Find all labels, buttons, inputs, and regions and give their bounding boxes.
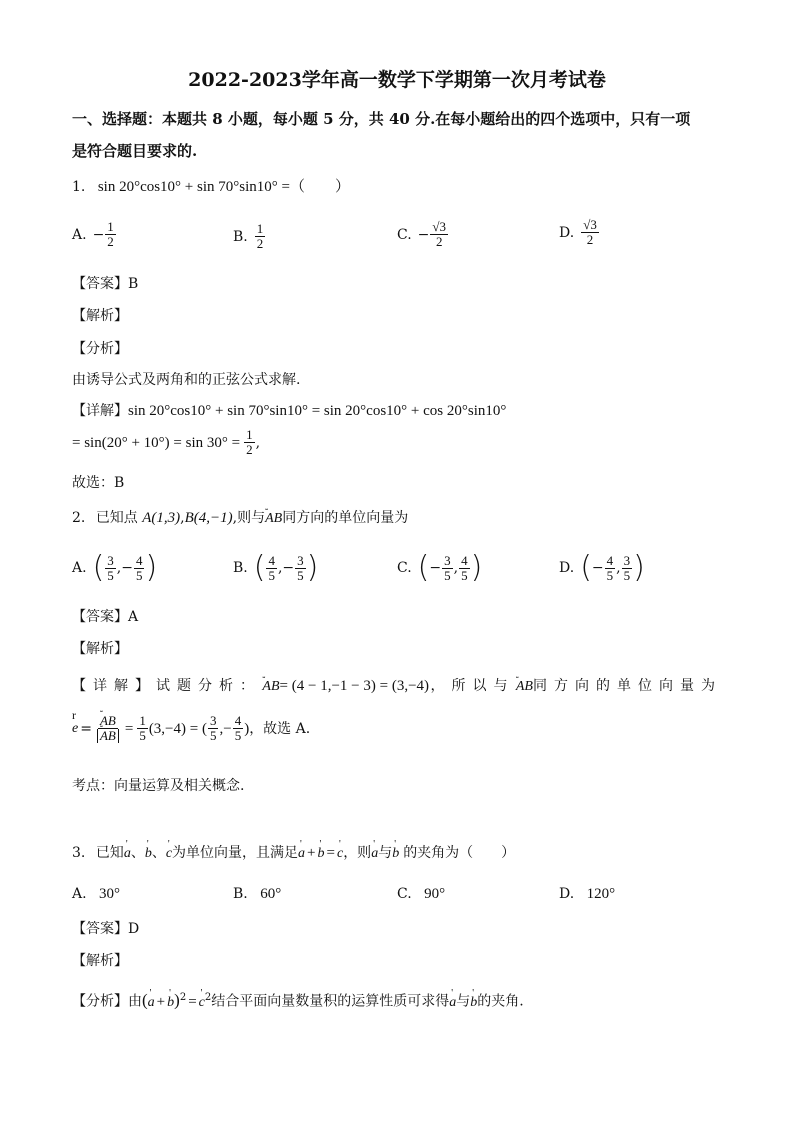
right-paren: ): [633, 550, 645, 585]
vector-c: ' c: [337, 844, 343, 864]
vector-ab: ᵕᵕᵕ AB: [100, 714, 116, 728]
vector-a: ' a: [124, 844, 131, 864]
stem-text: 为单位向量，且满足: [172, 845, 299, 861]
option-label: A.: [72, 886, 87, 902]
stem-text: 与: [456, 993, 471, 1010]
stem-text: ,则与: [232, 510, 266, 526]
fraction: $\frac{3}{5}$: [444, 552, 451, 583]
left-paren: (: [580, 550, 592, 585]
q2-detail-line2: r e = ᵕᵕᵕ AB ᵕᵕᵕ AB = $\frac{1}{5}$ (3,−4) = ( $\frac{3}{5}$ ,− $\frac{4}{5}$ ) ，故选 A.: [72, 714, 310, 743]
option-value: 120°: [586, 886, 616, 902]
equals: =: [188, 993, 197, 1010]
q3-fenxi-line: 【分析】由(' a +' b)$^2$ =' $c^2$结合平面向量数量积的运算性质可求得' a与' b的夹角.: [72, 988, 524, 1013]
q1-fenxi-tag: 【分析】: [72, 341, 128, 357]
equals: =: [124, 720, 134, 737]
option-label: A.: [72, 560, 87, 576]
separator: ,−: [277, 560, 295, 576]
option-value: 90°: [424, 886, 446, 902]
left-paren: (: [417, 550, 430, 585]
detail-text: ，故选 A.: [249, 720, 311, 737]
stem-text: 同方向的单位向量为: [282, 510, 409, 526]
q2-answer: [72, 607, 138, 627]
right-paren: ): [306, 550, 319, 585]
exponent: 2: [204, 992, 212, 1003]
option-label: D.: [559, 560, 575, 576]
q2-analysis-tag: 【解析】: [72, 641, 128, 657]
fraction: $\frac{4}{5}$: [606, 552, 614, 583]
point-b: B(4,−1): [184, 510, 233, 526]
vector-ab: ᵕᵕᵕ AB: [516, 677, 533, 697]
q1-detail-line2: [72, 428, 260, 457]
q1-option-c[interactable]: [397, 220, 449, 249]
q3-number: 3.: [72, 845, 86, 861]
option-label: B.: [233, 228, 248, 245]
fraction: [95, 714, 121, 743]
detail-equation: sin 20°cos10° + sin 70°sin10° = sin 20°cos10° + cos 20°sin10°: [128, 403, 507, 419]
q3-stem: [72, 843, 515, 864]
q1-number: 1.: [72, 179, 86, 195]
q3-option-d[interactable]: [559, 884, 615, 904]
q2-stem: [72, 508, 408, 529]
detail-text: ，所以与: [430, 678, 515, 694]
answer-tag: 【答案】: [72, 921, 128, 937]
separator: ,−: [116, 560, 133, 576]
q3-analysis-tag: 【解析】: [72, 953, 128, 969]
fraction: $\frac{1}{2}$: [256, 221, 264, 251]
e-label: e: [72, 720, 79, 736]
stem-text: 与: [378, 845, 393, 861]
e-arrow: r: [72, 707, 76, 722]
fraction: $\frac{4}{5}$: [135, 552, 143, 583]
q2-detail-line1: [72, 676, 722, 697]
option-label: C.: [397, 886, 412, 902]
q1-option-d[interactable]: [559, 218, 600, 247]
q2-kaodian: 考点：向量运算及相关概念.: [72, 778, 245, 794]
vector-b: ' b: [470, 993, 477, 1013]
fraction: $\frac{1}{5}$: [139, 713, 146, 743]
q1-answer: [72, 274, 138, 294]
vector-a: ' a: [371, 844, 378, 864]
page-title: 2022-2023学年高一数学下学期第一次月考试卷: [188, 69, 606, 91]
option-label: A.: [72, 226, 87, 243]
section-heading-line1: 一、选择题：本题共 8 小题，每小题 5 分，共 40 分.在每小题给出的四个选项中，只有一项: [72, 110, 691, 128]
vector-b: ' b: [318, 844, 325, 864]
option-sign: −: [429, 560, 442, 576]
q3-option-c[interactable]: [397, 884, 445, 904]
stem-text: ，则: [343, 845, 372, 861]
fraction: $\frac{3}{5}$: [107, 552, 114, 583]
vector-b: ' b: [392, 844, 399, 864]
stem-text: 已知点: [95, 510, 138, 526]
q1-stem-text: sin 20°cos10° + sin 70°sin10° =（ ）: [97, 179, 350, 195]
q1-stem: [72, 177, 350, 197]
stem-text: 已知: [95, 845, 124, 861]
q1-detail-line1: [72, 401, 506, 421]
separator: ,: [616, 560, 621, 576]
q1-option-a[interactable]: [72, 220, 117, 249]
vector-a: ' a: [449, 993, 456, 1013]
q3-option-b[interactable]: [233, 884, 281, 904]
point-a: A(1,3): [142, 510, 181, 526]
right-paren: ): [470, 550, 483, 585]
vector-b: ' b: [167, 993, 174, 1013]
vector-ab: ᵕᵕᵕ AB: [100, 729, 116, 743]
plus: +: [156, 993, 166, 1010]
punctuation: ,: [255, 434, 261, 451]
fraction: $\frac{4}{5}$: [234, 713, 242, 743]
detail-equation: (3,−4) = (: [148, 720, 207, 737]
unit-vector-e: [72, 707, 79, 739]
equals: =: [326, 845, 335, 861]
fraction: $\frac{√3}{2}$: [583, 217, 597, 247]
vector-a: ' a: [298, 844, 305, 864]
detail-text: 同方向的单位向量为: [532, 678, 722, 694]
fraction: $\frac{1}{2}$: [246, 427, 253, 457]
q1-analysis-tag: 【解析】: [72, 308, 128, 324]
fraction: $\frac{4}{5}$: [268, 552, 275, 583]
fenxi-tag: 【分析】由: [72, 993, 142, 1010]
stem-text: 的夹角为（ ）: [403, 845, 516, 861]
q1-fenxi-text: 由诱导公式及两角和的正弦公式求解.: [72, 372, 301, 388]
fraction: $\frac{4}{5}$: [461, 552, 468, 583]
answer-value: D: [128, 921, 140, 937]
left-paren: (: [92, 550, 105, 585]
separator: ,−: [219, 720, 232, 737]
option-sign: −: [417, 226, 430, 243]
q2-number: 2.: [72, 510, 86, 526]
left-paren: (: [253, 550, 266, 585]
vector-b: ' b: [145, 844, 152, 864]
answer-tag: 【答案】: [72, 609, 128, 625]
option-label: D.: [559, 224, 575, 241]
option-sign: −: [92, 226, 105, 243]
answer-value: A: [128, 609, 139, 625]
vector-ab: ᵕᵕᵕ AB: [265, 509, 282, 529]
option-label: C.: [397, 560, 412, 576]
q2-option-d[interactable]: [559, 550, 645, 585]
section-heading-line2: 是符合题目要求的.: [72, 142, 198, 160]
q2-option-c[interactable]: [397, 550, 483, 585]
q2-option-b[interactable]: [233, 550, 319, 585]
separator: 、: [151, 845, 166, 861]
fraction: $\frac{1}{2}$: [107, 219, 114, 249]
exponent: 2: [179, 992, 187, 1003]
detail-equation: = sin(20° + 10°) = sin 30° =: [72, 434, 241, 451]
q2-option-a[interactable]: [72, 550, 158, 585]
option-label: C.: [397, 226, 412, 243]
option-value: 60°: [260, 886, 282, 902]
q1-choose: 故选：B: [72, 475, 125, 491]
fenxi-text: 的夹角.: [477, 993, 524, 1010]
fenxi-text: 结合平面向量数量积的运算性质可求得: [211, 993, 450, 1010]
detail-tag: 【详解】: [72, 403, 128, 419]
vector-a: ' a: [148, 993, 155, 1013]
vector-c: ' c: [199, 993, 205, 1013]
answer-value: B: [128, 276, 139, 292]
q1-option-b[interactable]: [233, 222, 266, 251]
vector-c: ' c: [166, 844, 172, 864]
option-value: 30°: [99, 886, 121, 902]
q3-answer: [72, 919, 139, 939]
vector-ab: ᵕᵕᵕ AB: [262, 677, 279, 697]
detail-equation: = (4 − 1,−1 − 3) = (3,−4): [279, 678, 430, 694]
option-label: B.: [233, 560, 248, 576]
option-label: B.: [233, 886, 248, 902]
option-label: D.: [559, 886, 575, 902]
detail-tag: 【详解】试题分析：: [72, 678, 261, 694]
fraction: $\frac{√3}{2}$: [432, 219, 447, 249]
plus: +: [307, 845, 316, 861]
q3-option-a[interactable]: [72, 884, 120, 904]
fraction: $\frac{3}{5}$: [297, 552, 304, 583]
option-sign: −: [591, 560, 604, 576]
right-paren: ): [145, 550, 158, 585]
answer-tag: 【答案】: [72, 276, 128, 292]
fraction: $\frac{3}{5}$: [209, 713, 217, 743]
separator: 、: [130, 845, 145, 861]
separator: ,: [453, 560, 459, 576]
separator: ,: [180, 510, 185, 526]
fraction: $\frac{3}{5}$: [623, 552, 631, 583]
right-paren: ): [244, 720, 250, 737]
